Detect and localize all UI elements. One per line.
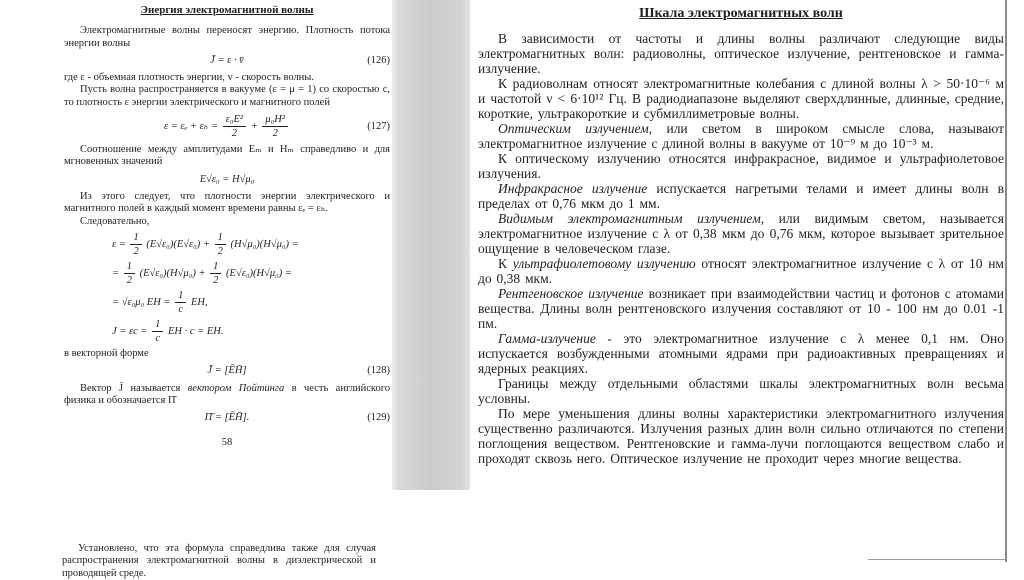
- derivation-block: [112, 232, 390, 344]
- fraction-denominator: c: [155, 333, 161, 344]
- paragraph-text: , или видимым светом, называется электромагнитное излучение с λ от 0,38 мкм до 0,76 мкм, которое вызывает зрительное ощущение в человеческом глазе.: [478, 211, 1005, 256]
- paragraph-text: возникает при взаимодействии частиц и фотонов с атомами вещества. Длины волн рентгеновского излучения составляют от 10 - 100 нм до 0.01 -1 пм.: [478, 286, 1004, 331]
- paragraph: [478, 181, 1004, 211]
- equation-number: (128): [367, 365, 390, 377]
- paragraph: где ε - объемная плотность энергии, v - скорость волны.: [64, 72, 314, 84]
- paragraph: в векторной форме: [64, 348, 149, 360]
- paragraph-text: Границы между отдельными областями шкалы электромагнитных волн весьма условны.: [478, 376, 1004, 406]
- equation-127: [64, 114, 390, 139]
- fraction-denominator: 2: [217, 245, 223, 257]
- equation-amplitudes: [64, 174, 390, 186]
- paragraph: [478, 406, 1004, 466]
- equation-body: E√ε₀ = H√μ₀: [199, 173, 255, 185]
- fraction-denominator: c: [178, 303, 184, 315]
- term-emphasis: Инфракрасное излучение: [498, 181, 648, 196]
- paragraph-text: - это электромагнитное излучение с λ менее 0,1 нм. Оно испускается возбужденными атомными ядрами при радиоактивных превращениях и ядерных реакциях.: [478, 331, 1004, 376]
- fraction: [262, 114, 288, 139]
- page-edge-shadow: [392, 0, 470, 490]
- paragraph-text: в честь английского физика и обозначается П̄: [64, 382, 390, 406]
- fraction: [152, 319, 163, 344]
- equation-126: [64, 55, 390, 67]
- paragraph: Следовательно,: [80, 215, 150, 227]
- fraction-denominator: 2: [126, 274, 132, 286]
- equation-part: (E√ε₀)(E√ε₀) +: [143, 238, 213, 250]
- paragraph-text: Вектор J̄ называется: [80, 382, 188, 394]
- fraction-numerator: 1: [210, 261, 221, 274]
- page-edge-line-horizontal: [868, 559, 1006, 560]
- paragraph: [478, 31, 1004, 76]
- paragraph: [64, 383, 390, 408]
- paragraph: [478, 76, 1004, 121]
- fraction-denominator: 2: [213, 274, 219, 286]
- paragraph-text: , или светом в широком смысле слова, называют электромагнитное излучение с длиной волны в вакууме от 10⁻⁹ м до 10⁻³ м.: [478, 121, 1004, 151]
- paragraph: [478, 286, 1004, 331]
- fraction-denominator: 2: [272, 128, 278, 140]
- paragraph-text: К оптическому излучению относятся инфракрасное, видимое и ультрафиолетовое излучения.: [478, 151, 1004, 181]
- term-emphasis: вектором Пойтинга: [187, 382, 285, 394]
- equation-part: ε =: [112, 238, 129, 250]
- paragraph: [478, 376, 1004, 406]
- derivation-line: [112, 319, 390, 344]
- equation-number: (127): [367, 120, 390, 132]
- equation-part: EH,: [188, 296, 208, 308]
- equation-body: J̄ = [ĒH̄]: [207, 365, 247, 377]
- term-emphasis: Гамма-излучение: [498, 331, 596, 346]
- fraction-numerator: 1: [175, 290, 186, 303]
- fraction: [223, 114, 246, 139]
- equation-part: EH · c = EH.: [165, 325, 224, 337]
- fraction-denominator: 2: [231, 128, 237, 140]
- term-emphasis: ультрафиолетовому излучению: [512, 256, 696, 271]
- derivation-line: [112, 232, 390, 257]
- paragraph: Электромагнитные волны переносят энергию. Плотность потока энергии волны: [64, 25, 390, 49]
- paragraph: [478, 211, 1004, 256]
- right-page-title: Шкала электромагнитных волн: [639, 6, 843, 21]
- paragraph: [478, 151, 1004, 181]
- fraction: [124, 261, 135, 286]
- page-edge-line-vertical: [1005, 0, 1007, 562]
- equation-part: +: [248, 121, 261, 132]
- equation-part: =: [112, 267, 122, 279]
- left-page: [64, 4, 390, 449]
- paragraph-text: К: [498, 256, 513, 271]
- paragraph-text: К радиоволнам относят электромагнитные колебания с длиной волны λ > 50·10⁻⁶ м и частотой ν < 6·10¹² Гц. В радиодиапазоне выделяют сверхдлинные, длинные, средние, короткие, ультракороткие и субмиллиметровые волны.: [478, 76, 1004, 121]
- paragraph-text: испускается нагретыми телами и имеет длины волн в пределах от 0,76 мкм до 1 мм.: [478, 181, 1004, 211]
- equation-128: [64, 365, 390, 377]
- paragraph-text: В зависимости от частоты и длины волны различают следующие виды электромагнитных волн: радиоволны, оптическое излучение, рентгеновское и гамма-излучение.: [478, 31, 1004, 76]
- paragraph-text: относят электромагнитное излучение с λ от 10 нм до 0,38 мкм.: [478, 256, 1004, 286]
- fraction-numerator: 1: [124, 261, 135, 274]
- page-number: 58: [221, 436, 233, 448]
- paragraph: [478, 121, 1004, 151]
- fraction-numerator: μ₀H²: [262, 114, 288, 127]
- term-emphasis: Рентгеновское излучение: [498, 286, 644, 301]
- equation-part: = √ε₀μ₀ EH =: [112, 296, 174, 308]
- equation-part: (E√ε₀)(H√μ₀) +: [136, 267, 209, 279]
- equation-number: (126): [367, 54, 390, 66]
- equation-part: J = εc =: [112, 325, 151, 337]
- paragraph-text: По мере уменьшения длины волны характеристики электромагнитного излучения существенно различаются. Излучения разных длин волн сильно отличаются по степени поглощения веществом. Рентгеновские и гамма-лучи поглощаются веществом слабо и проходят сквозь него. Оптическое излучение не проходит через многие вещества.: [478, 406, 1004, 466]
- fraction-numerator: ε₀E²: [223, 114, 246, 127]
- term-emphasis: Оптическим излучением: [498, 121, 649, 136]
- derivation-line: [112, 290, 390, 315]
- term-emphasis: Видимым электромагнитным излучением: [498, 211, 761, 226]
- right-page: [478, 6, 1004, 466]
- equation-body: П̄ = [ĒH̄].: [204, 412, 250, 424]
- fraction-numerator: 1: [152, 319, 163, 332]
- fraction: [215, 232, 226, 257]
- equation-body: J̄ = ε · v̄: [210, 54, 244, 66]
- next-page-fragment: [62, 543, 376, 580]
- fraction: [130, 232, 141, 257]
- paragraph: Соотношение между амплитудами Eₘ и Hₘ справедливо и для мгновенных значений: [64, 144, 390, 168]
- paragraph: Пусть волна распространяется в вакууме (ε = μ = 1) со скоростью с, то плотность ε энергии электрического и магнитного полей: [64, 84, 390, 108]
- fraction-denominator: 2: [133, 245, 139, 257]
- left-page-title: Энергия электромагнитной волны: [140, 4, 314, 16]
- paragraph: [478, 331, 1004, 376]
- equation-part: (H√μ₀)(H√μ₀) =: [227, 238, 299, 250]
- fraction: [175, 290, 186, 315]
- equation-number: (129): [367, 412, 390, 424]
- paragraph: Из этого следует, что плотности энергии электрического и магнитного полей в каждый момент времени равны εₑ = εₕ.: [64, 191, 390, 215]
- fraction-numerator: 1: [130, 232, 141, 245]
- equation-body: [163, 114, 290, 140]
- fraction: [210, 261, 221, 286]
- derivation-line: [112, 261, 390, 286]
- paragraph: Установлено, что эта формула справедлива также для случая распространения электромагнитной волны в диэлектрической и проводящей среде.: [62, 543, 376, 579]
- equation-129: [64, 412, 390, 424]
- fraction-numerator: 1: [215, 232, 226, 245]
- equation-part: ε = εₑ + εₕ =: [163, 121, 221, 132]
- equation-part: (E√ε₀)(H√μ₀) =: [223, 267, 292, 279]
- paragraph: [478, 256, 1004, 286]
